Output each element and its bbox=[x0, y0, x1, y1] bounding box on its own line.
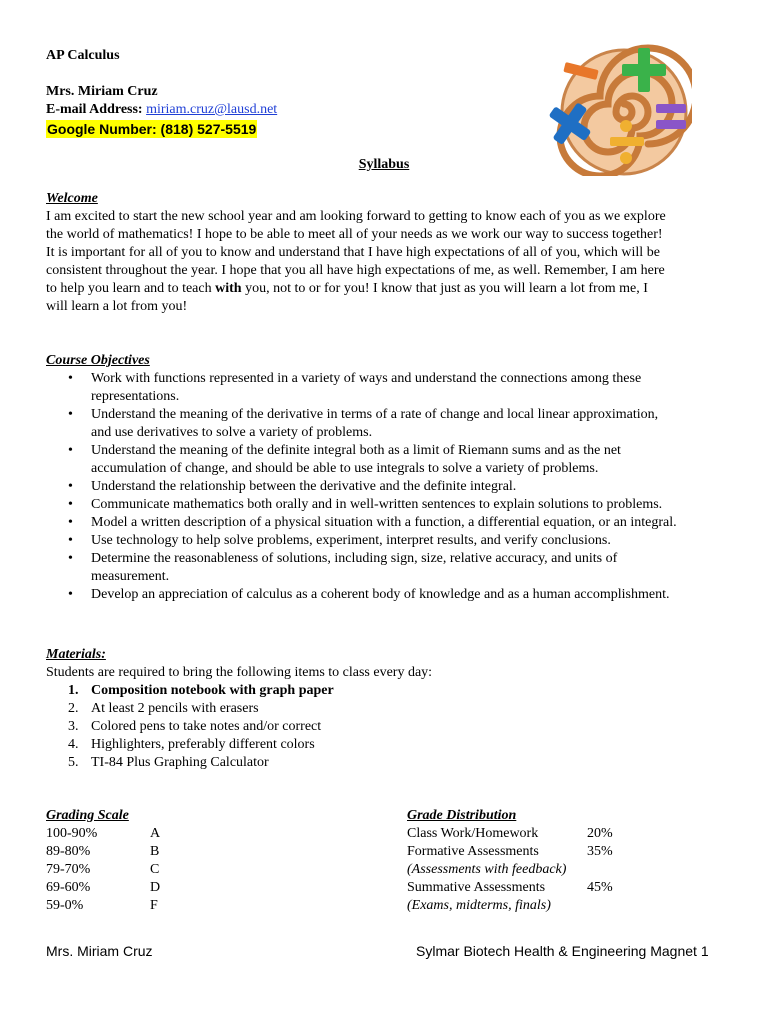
welcome-line-3: It is important for all of you to know and understand that I have high expectations of all of you, which will be bbox=[46, 245, 660, 260]
objective-item bbox=[46, 514, 736, 532]
bullet-icon: • bbox=[68, 479, 73, 494]
welcome-heading: Welcome bbox=[46, 191, 98, 206]
material-text: Highlighters, preferably different colors bbox=[91, 737, 315, 752]
objective-text: Understand the relationship between the derivative and the definite integral. bbox=[91, 479, 517, 494]
welcome-line-1: I am excited to start the new school year and am looking forward to getting to know each of you as we explore bbox=[46, 209, 666, 224]
materials-list bbox=[46, 682, 334, 772]
welcome-emphasis: with bbox=[215, 281, 242, 296]
grading-row bbox=[46, 825, 160, 843]
grade-letter: F bbox=[150, 898, 158, 913]
objective-text: Determine the reasonableness of solutions, including sign, size, relative accuracy, and units of bbox=[91, 551, 618, 566]
objective-text: Communicate mathematics both orally and in well-written sentences to explain solutions to problems. bbox=[91, 497, 663, 512]
materials-intro: Students are required to bring the following items to class every day: bbox=[46, 665, 433, 680]
material-item bbox=[46, 682, 334, 700]
grade-letter: D bbox=[150, 880, 161, 895]
bullet-icon: • bbox=[68, 533, 73, 548]
material-text: At least 2 pencils with erasers bbox=[91, 701, 259, 716]
distribution-percent: 20% bbox=[587, 826, 613, 841]
materials-heading: Materials: bbox=[46, 647, 106, 662]
objective-item bbox=[46, 478, 736, 496]
grading-row bbox=[46, 879, 160, 897]
objective-text: representations. bbox=[91, 389, 180, 404]
grading-row bbox=[46, 861, 159, 879]
distribution-percent: 45% bbox=[587, 880, 613, 895]
distribution-row bbox=[407, 825, 613, 843]
distribution-row bbox=[407, 879, 613, 897]
objective-item bbox=[46, 586, 736, 604]
objective-item bbox=[46, 550, 736, 586]
welcome-line-4: consistent throughout the year. I hope that you all have high expectations of me, as well. Remember, I am here bbox=[46, 263, 665, 278]
bullet-icon: • bbox=[68, 551, 73, 566]
welcome-line-5 bbox=[46, 280, 736, 298]
objective-text: and use derivatives to solve a variety of problems. bbox=[91, 425, 373, 440]
grade-letter: C bbox=[150, 862, 160, 877]
objective-item bbox=[46, 532, 736, 550]
objective-text: Model a written description of a physical situation with a function, a differential equation, or an integral. bbox=[91, 515, 677, 530]
google-number: Google Number: (818) 527-5519 bbox=[47, 121, 257, 137]
distribution-row bbox=[407, 843, 613, 861]
grade-range: 89-80% bbox=[46, 844, 91, 859]
objective-text: Work with functions represented in a variety of ways and understand the connections among these bbox=[91, 371, 642, 386]
material-number: 2. bbox=[68, 701, 79, 716]
distribution-category: Formative Assessments bbox=[407, 844, 539, 859]
objectives-list bbox=[46, 370, 736, 604]
material-number: 4. bbox=[68, 737, 79, 752]
material-text: TI-84 Plus Graphing Calculator bbox=[91, 755, 269, 770]
grade-range: 59-0% bbox=[46, 898, 84, 913]
welcome-line-5-b: you, not to or for you! I know that just as you will learn a lot from me, I bbox=[241, 281, 648, 296]
objective-text: measurement. bbox=[91, 569, 170, 584]
distribution-category: (Assessments with feedback) bbox=[407, 862, 567, 877]
objective-item bbox=[46, 442, 736, 478]
course-title: AP Calculus bbox=[46, 48, 120, 63]
objective-text: Understand the meaning of the derivative in terms of a rate of change and local linear approximation, bbox=[91, 407, 659, 422]
welcome-paragraph bbox=[46, 208, 736, 316]
bullet-icon: • bbox=[68, 371, 73, 386]
material-number: 5. bbox=[68, 755, 79, 770]
grading-row bbox=[46, 897, 158, 915]
page-title: Syllabus bbox=[358, 157, 410, 172]
material-item bbox=[46, 700, 334, 718]
objective-item bbox=[46, 496, 736, 514]
teacher-name: Mrs. Miriam Cruz bbox=[46, 84, 158, 99]
objective-text: Understand the meaning of the definite integral both as a limit of Riemann sums and as the net bbox=[91, 443, 621, 458]
grade-letter: B bbox=[150, 844, 160, 859]
material-item bbox=[46, 754, 334, 772]
objective-item bbox=[46, 370, 736, 406]
distribution-row bbox=[407, 861, 587, 879]
objective-item bbox=[46, 406, 736, 442]
bullet-icon: • bbox=[68, 407, 73, 422]
distribution-category: (Exams, midterms, finals) bbox=[407, 898, 551, 913]
distribution-category: Summative Assessments bbox=[407, 880, 546, 895]
distribution-percent: 35% bbox=[587, 844, 613, 859]
footer-right: Sylmar Biotech Health & Engineering Magnet 1 bbox=[416, 943, 709, 959]
email-line bbox=[46, 101, 277, 119]
grading-row bbox=[46, 843, 159, 861]
grade-letter: A bbox=[150, 826, 161, 841]
bullet-icon: • bbox=[68, 587, 73, 602]
email-link[interactable]: miriam.cruz@lausd.net bbox=[146, 102, 278, 117]
objective-text: Use technology to help solve problems, experiment, interpret results, and verify conclusions. bbox=[91, 533, 611, 548]
material-number: 3. bbox=[68, 719, 79, 734]
grading-scale-heading: Grading Scale bbox=[46, 808, 129, 823]
objective-text: accumulation of change, and should be able to use integrals to solve a variety of problems. bbox=[91, 461, 599, 476]
footer-left: Mrs. Miriam Cruz bbox=[46, 943, 153, 959]
material-item bbox=[46, 736, 334, 754]
objective-text: Develop an appreciation of calculus as a coherent body of knowledge and as a human accomplishment. bbox=[91, 587, 670, 602]
material-item bbox=[46, 718, 334, 736]
bullet-icon: • bbox=[68, 497, 73, 512]
distribution-row bbox=[407, 897, 587, 915]
grade-distribution-heading: Grade Distribution bbox=[407, 808, 517, 823]
bullet-icon: • bbox=[68, 443, 73, 458]
grade-range: 69-60% bbox=[46, 880, 91, 895]
grade-range: 79-70% bbox=[46, 862, 91, 877]
grade-range: 100-90% bbox=[46, 826, 98, 841]
material-text: Composition notebook with graph paper bbox=[91, 683, 334, 698]
objectives-heading: Course Objectives bbox=[46, 353, 150, 368]
welcome-line-5-a: to help you learn and to teach bbox=[46, 281, 216, 296]
material-number: 1. bbox=[68, 683, 79, 698]
welcome-line-2: the world of mathematics! I hope to be able to meet all of your needs as we work our way to success together! bbox=[46, 227, 663, 242]
email-label: E-mail Address: bbox=[46, 102, 143, 117]
welcome-line-6: will learn a lot from you! bbox=[46, 299, 188, 314]
bullet-icon: • bbox=[68, 515, 73, 530]
material-text: Colored pens to take notes and/or correct bbox=[91, 719, 322, 734]
distribution-category: Class Work/Homework bbox=[407, 826, 539, 841]
